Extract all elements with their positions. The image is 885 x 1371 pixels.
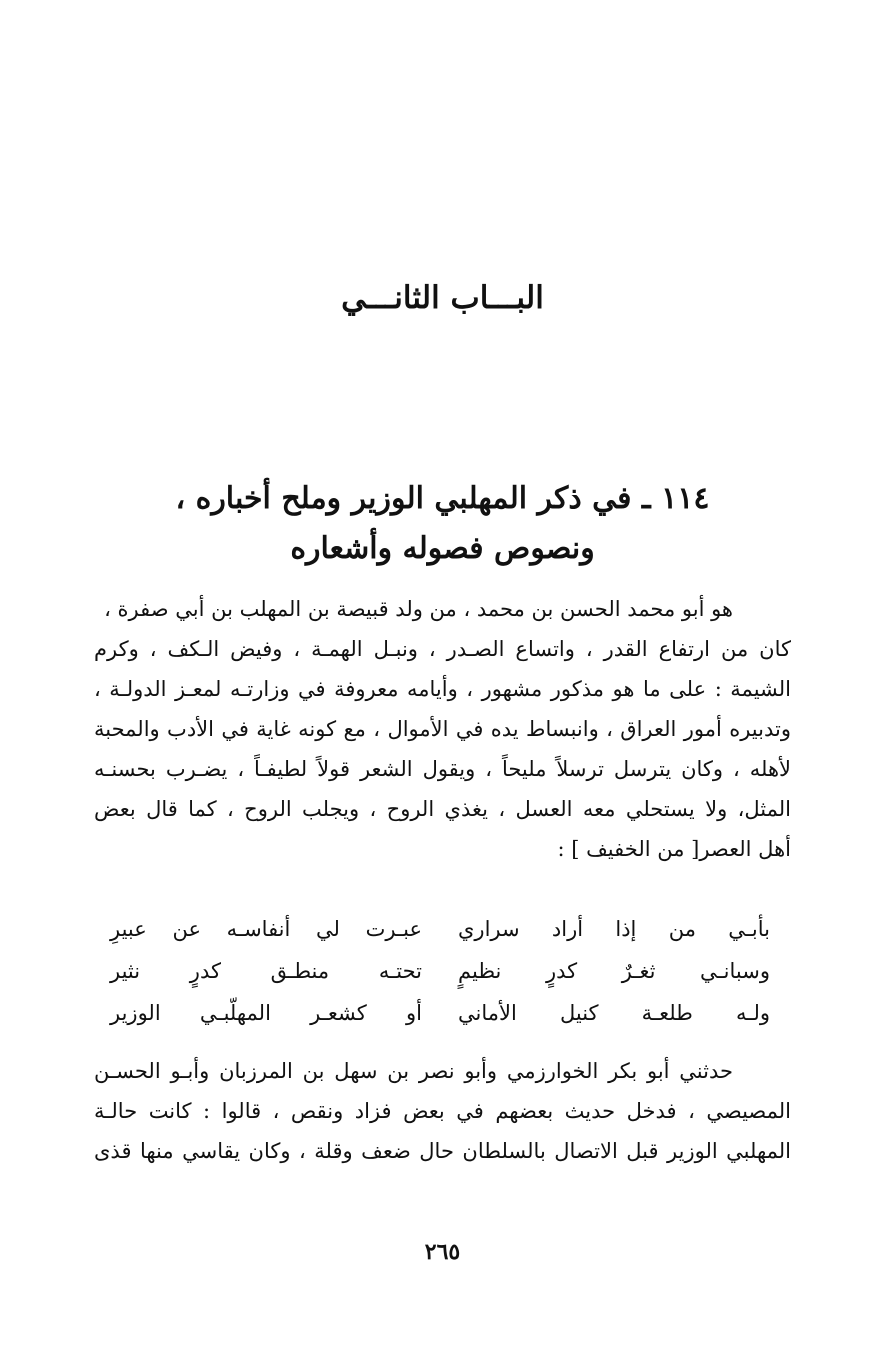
text-line: كان من ارتفاع القدر ، واتساع الصـدر ، ونبـل الهمـة ، وفيض الـكف ، وكرم — [94, 637, 791, 661]
section-heading-line-2: ونصوص فصوله وأشعاره — [290, 531, 595, 566]
paragraph-narration — [94, 1051, 791, 1171]
text-line: هو أبو محمد الحسن بن محمد ، من ولد قبيصة بن المهلب بن أبي صفرة ، — [104, 597, 733, 621]
poem-verse — [110, 992, 770, 1034]
hemistich-right: ولـه طلعـة كنيل الأماني — [458, 1001, 770, 1025]
hemistich-right: بأبـي من إذا أراد سراري — [458, 917, 770, 941]
poem — [110, 908, 770, 1034]
text-line: لأهله ، وكان يترسل ترسلاً مليحاً ، ويقول الشعر قولاً لطيفـاً ، يضـرب بحسنـه — [94, 757, 791, 781]
text-line: وتدبيره أمور العراق ، وانبساط يده في الأموال ، مع كونه غاية في الأدب والمحبة — [94, 717, 791, 741]
text-line: أهل العصر[ من الخفيف ] : — [557, 837, 791, 861]
hemistich-right: وسبانـي ثغـرٌ كدرٍ نظيمٍ — [458, 959, 770, 983]
text-line: المهلبي الوزير قبل الاتصال بالسلطان حال ضعف وقلة ، وكان يقاسي منها قذى — [94, 1139, 791, 1163]
poem-verse — [110, 950, 770, 992]
text-line: المثل، ولا يستحلي معه العسل ، يغذي الروح ، ويجلب الروح ، كما قال بعض — [94, 797, 791, 821]
section-heading-line-1: ١١٤ ـ في ذكر المهلبي الوزير وملح أخباره ، — [175, 481, 710, 516]
text-line: حدثني أبو بكر الخوارزمي وأبو نصر بن سهل بن المرزبان وأبـو الحسـن — [94, 1059, 733, 1083]
hemistich-left: تحتـه منطـق كدرٍ نثير — [110, 959, 422, 983]
poem-verse — [110, 908, 770, 950]
text-line: المصيصي ، فدخل حديث بعضهم في بعض فزاد ونقص ، قالوا : كانت حالـة — [94, 1099, 791, 1123]
hemistich-left: أو كشعـر المهلّبـي الوزير — [110, 1001, 422, 1025]
paragraph-intro — [94, 589, 791, 869]
hemistich-left: عبـرت لي أنفاسـه عن عبيرِ — [110, 917, 422, 941]
text-line: الشيمة : على ما هو مذكور مشهور ، وأيامه معروفة في وزارتـه لمعـز الدولـة ، — [94, 677, 791, 701]
page-number: ٢٦٥ — [424, 1239, 461, 1265]
chapter-title: البـــاب الثانـــي — [341, 280, 544, 316]
section-heading — [120, 474, 765, 574]
